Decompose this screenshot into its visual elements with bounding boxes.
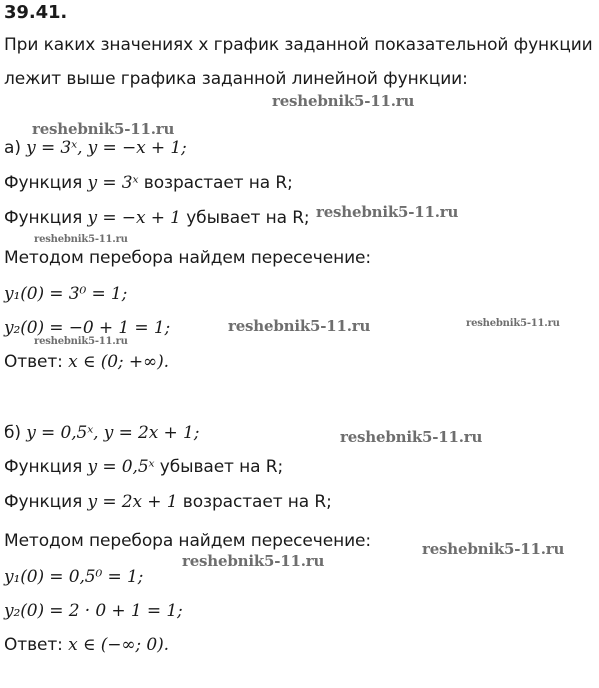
part-a-answer bbox=[4, 351, 169, 373]
part-a-function-2 bbox=[4, 207, 310, 229]
watermark: reshebnik5-11.ru bbox=[316, 203, 459, 221]
f2-suffix: убывает на R; bbox=[186, 208, 310, 228]
part-a-function-1 bbox=[4, 172, 293, 194]
part-b-calc-1: y₁(0) = 0,5⁰ = 1; bbox=[4, 567, 144, 587]
part-b-equations bbox=[4, 422, 199, 444]
problem-number: 39.41. bbox=[4, 2, 68, 23]
answer-label: Ответ: bbox=[4, 635, 63, 655]
question-line-2: лежит выше графика заданной линейной функции: bbox=[4, 69, 468, 89]
f2-suffix: возрастает на R; bbox=[182, 492, 332, 512]
watermark: reshebnik5-11.ru bbox=[340, 428, 483, 446]
f1-formula: y = 3ˣ bbox=[87, 173, 139, 193]
watermark: reshebnik5-11.ru bbox=[182, 552, 325, 570]
f1-suffix: возрастает на R; bbox=[143, 173, 293, 193]
answer-value: x ∈ (−∞; 0). bbox=[68, 635, 169, 655]
watermark: reshebnik5-11.ru bbox=[272, 92, 415, 110]
part-b-label: б) bbox=[4, 423, 21, 443]
f1-prefix: Функция bbox=[4, 457, 83, 477]
part-b-answer bbox=[4, 634, 169, 656]
question-line-1: При каких значениях x график заданной показательной функции bbox=[4, 35, 593, 55]
f2-formula: y = −x + 1 bbox=[87, 208, 181, 228]
f1-suffix: убывает на R; bbox=[159, 457, 284, 477]
part-b-method: Методом перебора найдем пересечение: bbox=[4, 531, 372, 551]
part-a-label: а) bbox=[4, 138, 21, 158]
f2-prefix: Функция bbox=[4, 492, 83, 512]
watermark: reshebnik5-11.ru bbox=[422, 540, 565, 558]
f1-formula: y = 0,5ˣ bbox=[87, 457, 155, 477]
part-b-function-2 bbox=[4, 491, 332, 513]
watermark: reshebnik5-11.ru bbox=[466, 318, 560, 329]
answer-value: x ∈ (0; +∞). bbox=[68, 352, 169, 372]
watermark: reshebnik5-11.ru bbox=[228, 317, 371, 335]
watermark: reshebnik5-11.ru bbox=[34, 336, 128, 347]
part-a-calc-2: y₂(0) = −0 + 1 = 1; bbox=[4, 318, 171, 338]
watermark: reshebnik5-11.ru bbox=[34, 234, 128, 245]
part-a-equations bbox=[4, 137, 187, 159]
part-a-calc-1: y₁(0) = 3⁰ = 1; bbox=[4, 284, 128, 304]
part-b-eq: y = 0,5ˣ, y = 2x + 1; bbox=[26, 423, 200, 443]
f2-prefix: Функция bbox=[4, 208, 83, 228]
watermark: reshebnik5-11.ru bbox=[32, 120, 175, 138]
part-b-function-1 bbox=[4, 456, 283, 478]
part-a-method: Методом перебора найдем пересечение: bbox=[4, 248, 372, 268]
part-a-eq: y = 3ˣ, y = −x + 1; bbox=[26, 138, 187, 158]
f2-formula: y = 2x + 1 bbox=[87, 492, 178, 512]
f1-prefix: Функция bbox=[4, 173, 83, 193]
answer-label: Ответ: bbox=[4, 352, 63, 372]
part-b-calc-2: y₂(0) = 2 · 0 + 1 = 1; bbox=[4, 601, 183, 621]
